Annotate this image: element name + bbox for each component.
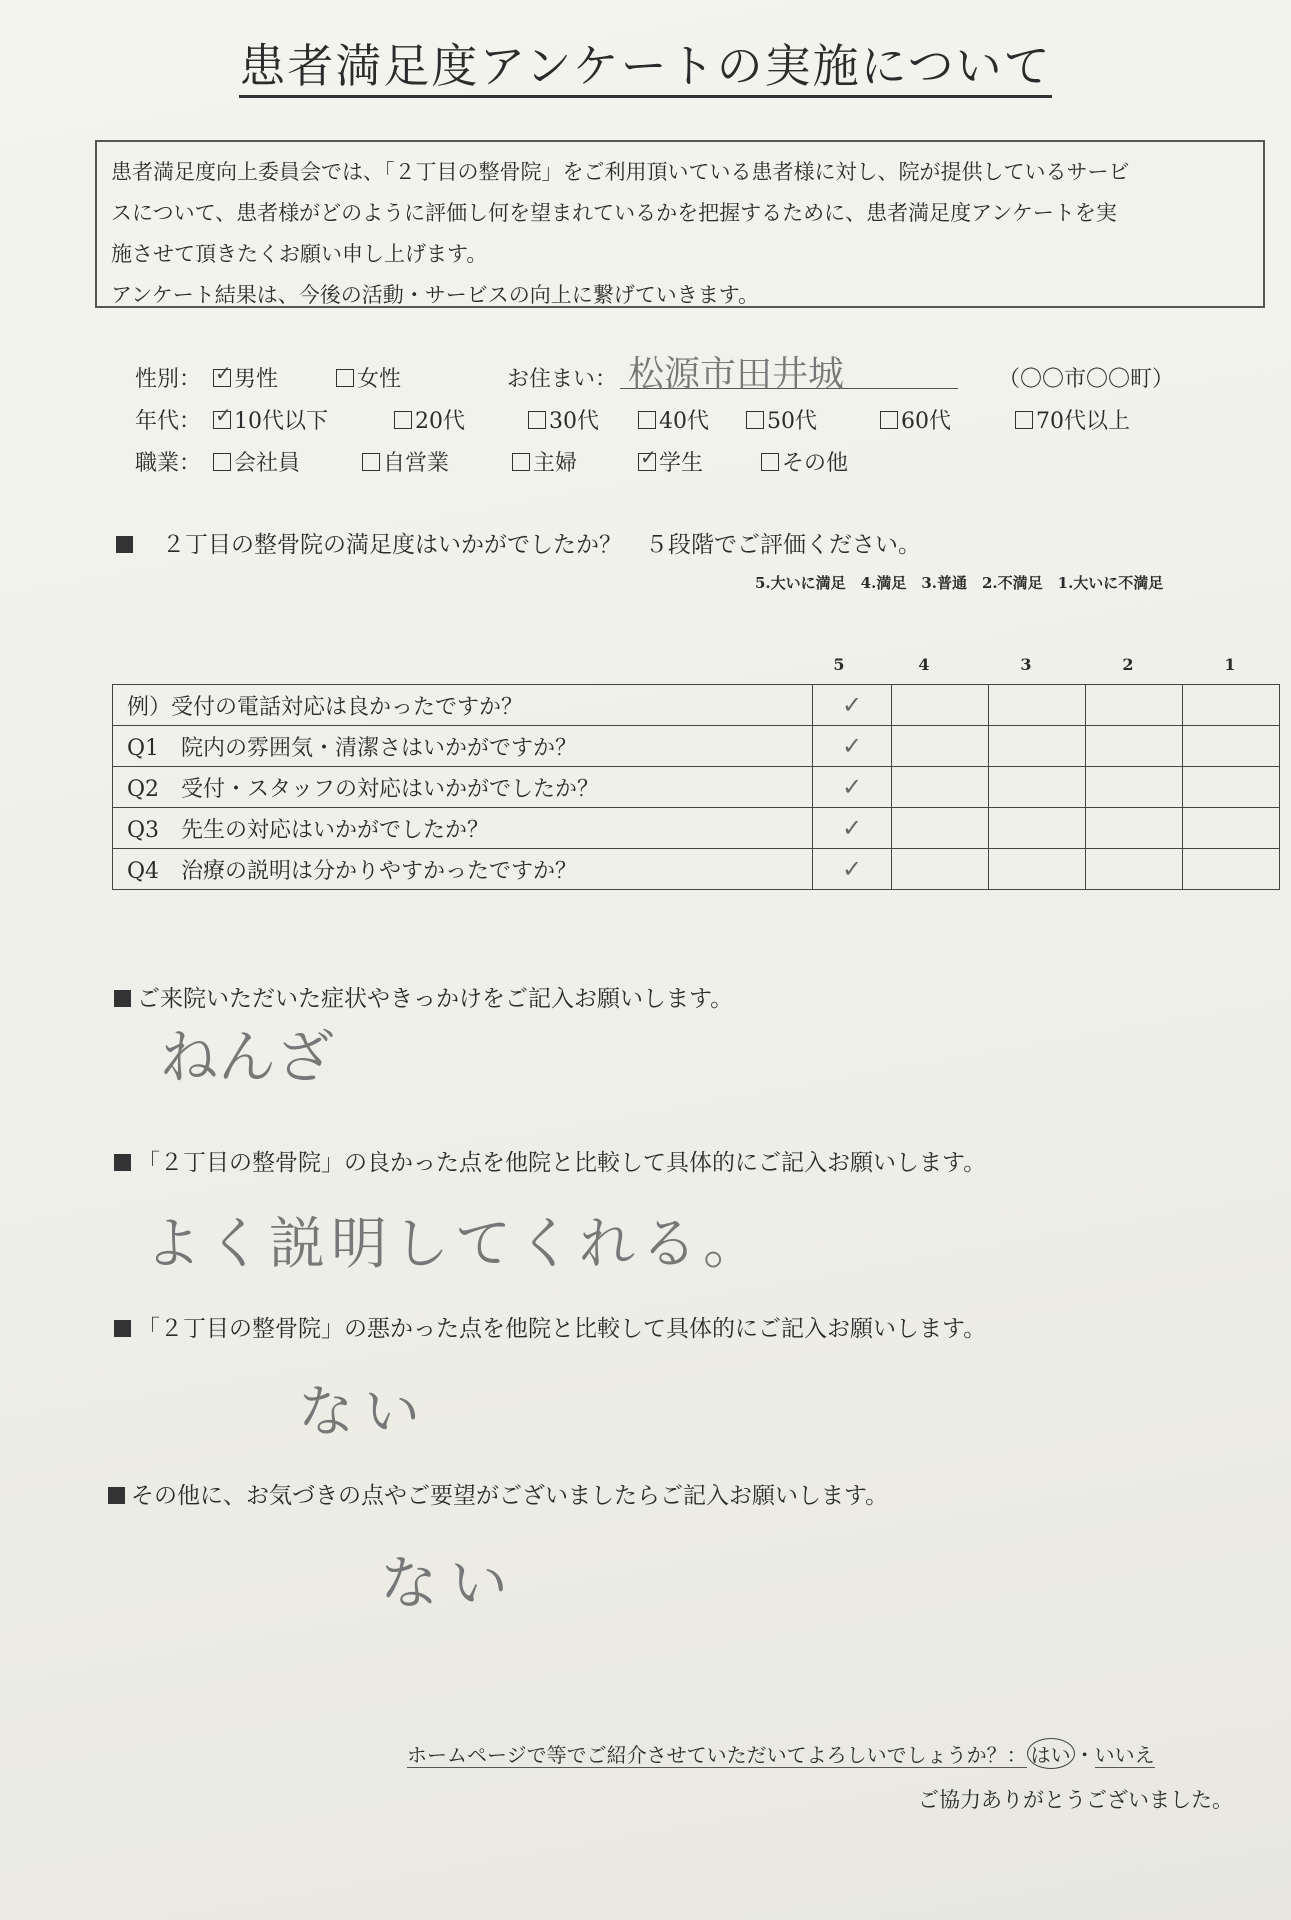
address-handwriting: 松源市田井城 (628, 354, 845, 395)
column-header: 3 (1020, 655, 1032, 674)
checkbox[interactable] (213, 453, 231, 471)
rating-cell-2[interactable] (1086, 685, 1183, 726)
consent-separator: ・ (1074, 1743, 1095, 1767)
intro-line: スについて、患者様がどのように評価し何を望まれているかを把握するために、患者満足度アンケートを実 (111, 201, 1117, 225)
job-option-employee[interactable]: 会社員 (213, 446, 300, 477)
checkbox[interactable] (394, 411, 412, 429)
rating-cell-1[interactable] (1183, 726, 1280, 767)
rating-cell-2[interactable] (1086, 726, 1183, 767)
age-option-10[interactable]: ✓ 10代以下 (213, 404, 328, 435)
rating-cell-3[interactable] (989, 849, 1086, 890)
age-option-40[interactable]: 40代 (638, 404, 709, 435)
rating-row (113, 685, 1280, 726)
address-label: お住まい： (507, 367, 618, 392)
rating-cell-4[interactable] (892, 726, 989, 767)
age-option-30[interactable]: 30代 (528, 404, 599, 435)
checkbox[interactable] (512, 453, 530, 471)
job-label: 職業： (135, 451, 202, 476)
rating-cell-4[interactable] (892, 767, 989, 808)
age-label: 年代： (135, 409, 202, 434)
rating-cell-1[interactable] (1183, 767, 1280, 808)
column-header: 2 (1122, 655, 1134, 674)
intro-line: 患者満足度向上委員会では、「２丁目の整骨院」をご利用頂いている患者様に対し、院が提供しているサービ (111, 160, 1130, 184)
square-bullet-icon (114, 1320, 131, 1337)
question-text: Q1 院内の雰囲気・清潔さはいかがですか？ (113, 726, 813, 767)
rating-cell-1[interactable] (1183, 685, 1280, 726)
age-option-60[interactable]: 60代 (880, 404, 951, 435)
gender-female-option[interactable]: 女性 (336, 362, 401, 393)
page-title: 患者満足度アンケートの実施について (0, 30, 1291, 96)
rating-cell-4[interactable] (892, 849, 989, 890)
rating-cell-5[interactable] (813, 767, 892, 808)
check-mark-icon: ✓ (841, 732, 863, 760)
column-header: 5 (833, 655, 845, 674)
check-mark-icon: ✓ (841, 691, 863, 719)
checkbox-checked[interactable] (213, 369, 231, 387)
job-option-other[interactable]: その他 (761, 446, 848, 477)
intro-line: アンケート結果は、今後の活動・サービスの向上に繋げていきます。 (111, 283, 760, 307)
rating-cell-3[interactable] (989, 685, 1086, 726)
bad-points-prompt: 「２丁目の整骨院」の悪かった点を他院と比較して具体的にご記入お願いします。 (114, 1310, 986, 1343)
rating-cell-1[interactable] (1183, 808, 1280, 849)
check-mark-icon: ✓ (841, 773, 863, 801)
consent-yes[interactable]: はい (1027, 1738, 1075, 1769)
good-points-answer[interactable]: よく説明してくれる。 (145, 1212, 765, 1277)
rating-cell-5[interactable] (813, 726, 892, 767)
check-mark-icon: ✓ (841, 814, 863, 842)
rating-cell-5[interactable] (813, 685, 892, 726)
rating-cell-1[interactable] (1183, 849, 1280, 890)
rating-cell-3[interactable] (989, 808, 1086, 849)
rating-cell-4[interactable] (892, 808, 989, 849)
checkbox[interactable] (880, 411, 898, 429)
address-hint: （〇〇市〇〇町） (998, 367, 1175, 392)
rating-cell-2[interactable] (1086, 767, 1183, 808)
square-bullet-icon (114, 1154, 131, 1171)
rating-cell-4[interactable] (892, 685, 989, 726)
gender-male-option[interactable]: ✓ 男性 (213, 362, 278, 393)
rating-legend: 5.大いに満足 4.満足 3.普通 2.不満足 1.大いに不満足 (755, 574, 1164, 592)
symptom-answer[interactable]: ねんざ (160, 1023, 335, 1091)
checkbox[interactable] (336, 369, 354, 387)
checkbox[interactable] (638, 411, 656, 429)
rating-cell-3[interactable] (989, 726, 1086, 767)
age-option-70[interactable]: 70代以上 (1015, 404, 1130, 435)
column-header: 4 (918, 655, 930, 674)
checkbox[interactable] (1015, 411, 1033, 429)
job-option-housewife[interactable]: 主婦 (512, 446, 577, 477)
job-option-student[interactable]: ✓ 学生 (638, 446, 703, 477)
bad-points-answer[interactable]: ない (298, 1380, 430, 1445)
question-text: Q3 先生の対応はいかがでしたか？ (113, 808, 813, 849)
consent-row (407, 1738, 1155, 1769)
rating-row (113, 726, 1280, 767)
checkbox-checked[interactable] (638, 453, 656, 471)
age-option-20[interactable]: 20代 (394, 404, 465, 435)
intro-line: 施させて頂きたくお願い申し上げます。 (111, 242, 488, 266)
age-option-50[interactable]: 50代 (746, 404, 817, 435)
rating-cell-2[interactable] (1086, 849, 1183, 890)
other-prompt: その他に、お気づきの点やご要望がございましたらご記入お願いします。 (108, 1477, 888, 1510)
consent-question: ホームページで等でご紹介させていただいてよろしいでしょうか？： (407, 1743, 1027, 1767)
job-option-self-employed[interactable]: 自営業 (362, 446, 449, 477)
rating-cell-3[interactable] (989, 767, 1086, 808)
rating-cell-5[interactable] (813, 808, 892, 849)
rating-table (112, 684, 1280, 890)
question-text: Q2 受付・スタッフの対応はいかがでしたか？ (113, 767, 813, 808)
square-bullet-icon (114, 990, 131, 1007)
other-answer[interactable]: ない (380, 1549, 521, 1617)
checkbox[interactable] (362, 453, 380, 471)
rating-cell-5[interactable] (813, 849, 892, 890)
checkbox[interactable] (761, 453, 779, 471)
consent-no[interactable]: いいえ (1094, 1743, 1155, 1767)
checkbox-checked[interactable] (213, 411, 231, 429)
thanks-text: ご協力ありがとうございました。 (918, 1788, 1233, 1812)
rating-row (113, 767, 1280, 808)
gender-label: 性別： (135, 367, 202, 392)
square-bullet-icon (108, 1487, 125, 1504)
good-points-prompt: 「２丁目の整骨院」の良かった点を他院と比較して具体的にご記入お願いします。 (114, 1144, 986, 1177)
rating-row (113, 849, 1280, 890)
question-text: 例）受付の電話対応は良かったですか？ (113, 685, 813, 726)
checkbox[interactable] (746, 411, 764, 429)
rating-heading: ２丁目の整骨院の満足度はいかがでしたか？ ５段階でご評価ください。 (116, 526, 921, 559)
symptom-prompt: ご来院いただいた症状やきっかけをご記入お願いします。 (114, 980, 733, 1013)
square-bullet-icon (116, 536, 133, 553)
question-text: Q4 治療の説明は分かりやすかったですか？ (113, 849, 813, 890)
rating-cell-2[interactable] (1086, 808, 1183, 849)
check-mark-icon: ✓ (841, 855, 863, 883)
intro-box (95, 140, 1265, 308)
checkbox[interactable] (528, 411, 546, 429)
rating-row (113, 808, 1280, 849)
column-header: 1 (1224, 655, 1236, 674)
